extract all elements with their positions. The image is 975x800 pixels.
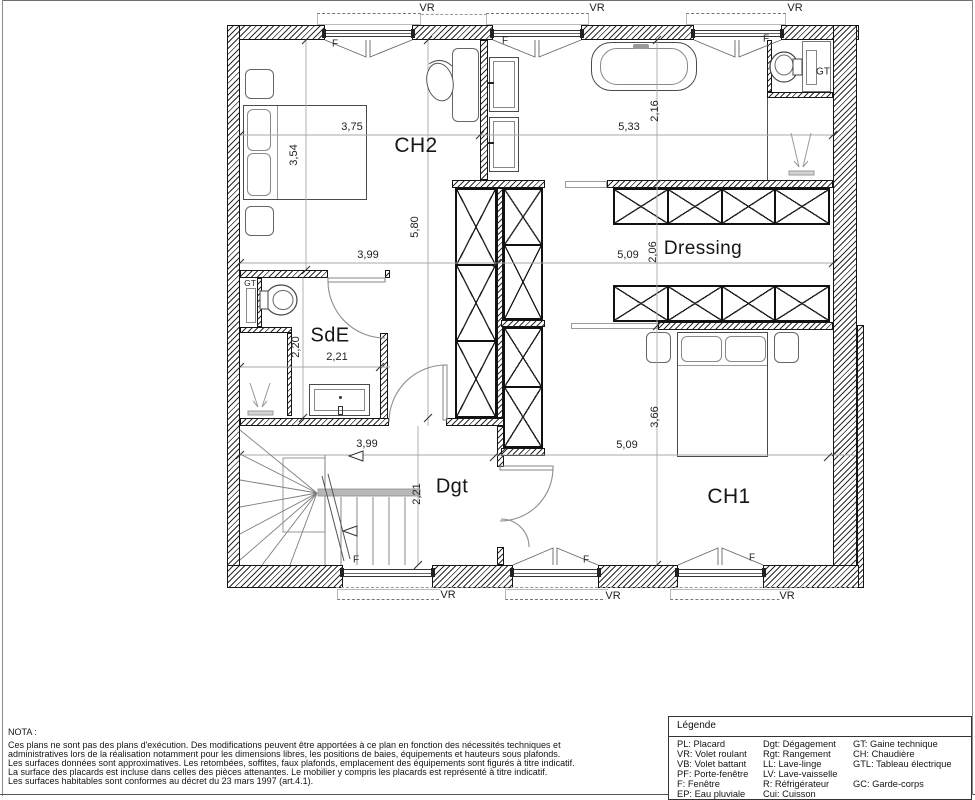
f-label: F [352,554,360,566]
legend-item: VR: Volet roulant [677,748,747,759]
dim-label: 3,99 [356,438,378,450]
legend-item: Dgt: Dégagement [763,739,836,749]
vr-label: VR [589,2,605,14]
door-arcs [328,278,553,547]
dim-label: 5,33 [618,121,640,133]
nota-line: Les surfaces habitables sont conformes au décret du 23 mars 1997 (art.4.1). [8,776,314,786]
room-label-ch2: CH2 [394,134,438,157]
stairs-direction-arrow [349,451,363,461]
legend-item: GTL: Tableau électrique [853,758,952,769]
nota-line: Les surfaces données sont approximatives. Les retombées, soffites, faux plafonds, emplacement des équipements sont figurés à titre indicatif. [8,758,575,768]
legend-item: PF: Porte-fenêtre [677,768,749,779]
toilet-sde [260,285,297,315]
stairs-break-line [322,474,350,561]
dim-label: 2,20 [290,336,302,358]
dim-label: 3,66 [649,406,661,428]
vr-label: VR [419,2,435,14]
legend-item: VB: Volet battant [677,758,747,769]
stairs-winder-treads [240,430,317,565]
f-label: F [582,554,590,566]
vr-label: VR [787,2,803,14]
shower-drain-sde [248,383,273,415]
f-label: F [748,552,756,564]
dim-label: 5,80 [409,216,421,238]
room-label-dressing: Dressing [663,238,743,259]
legend-item: Rgt: Rangement [763,748,831,759]
stairs-direction-arrow [343,526,357,536]
legend-item: Cui: Cuisson [763,788,816,799]
dim-label: 3,99 [357,249,379,261]
shower-drain-bathroom [789,133,814,175]
legend-item: GC: Garde-corps [853,778,924,789]
room-label-ch1: CH1 [707,485,751,508]
legend-item: LL: Lave-linge [763,758,822,769]
dim-label: 2,16 [649,100,661,122]
legend-item: GT: Gaine technique [853,739,938,749]
nota-line: administratives lors de la réalisation notamment pour les dimensions libres, les positions de baies, équipements et hauteurs sous plafonds. [8,749,561,759]
vr-label: VR [779,590,795,602]
gt-label: GT [816,66,830,78]
legend-item: R: Réfrigérateur [763,778,830,789]
room-label-sde: SdE [310,324,350,347]
legend-item: F: Fenêtre [677,778,720,789]
vr-label: VR [605,590,621,602]
dim-label: 3,54 [288,144,300,166]
dim-label: 2,21 [411,483,423,505]
legend-item: PL: Placard [677,739,726,749]
f-label: F [762,33,770,45]
stairs [240,430,420,565]
vr-label: VR [440,589,456,601]
dim-label: 5,09 [617,249,639,261]
legend-item: EP: Eau pluviale [677,788,746,799]
dim-label: 3,75 [341,121,363,133]
f-label: F [331,38,339,50]
dim-label: 2,06 [647,241,659,263]
f-label: F [501,35,509,47]
gt-label: GT [244,278,256,288]
dim-label: 5,09 [616,439,638,451]
nota-title: NOTA : [8,727,37,737]
nota-line: Ces plans ne sont pas des plans d'exécution. Des modifications peuvent être apportées à ce plan en fonction des nécessités techniques et [8,740,561,750]
legend-item: LV: Lave-vaisselle [763,768,838,779]
legend-item: CH: Chaudière [853,748,915,759]
dim-label: 2,21 [326,351,348,363]
legend-title: Légende [677,720,716,731]
toilet-bathroom [770,52,802,82]
room-label-dgt: Dgt [435,475,469,498]
nota-line: La surface des placards est incluse dans celles des pièces attenantes. Le mobilier y compris les placards est représenté à titre indicatif. [8,767,548,777]
